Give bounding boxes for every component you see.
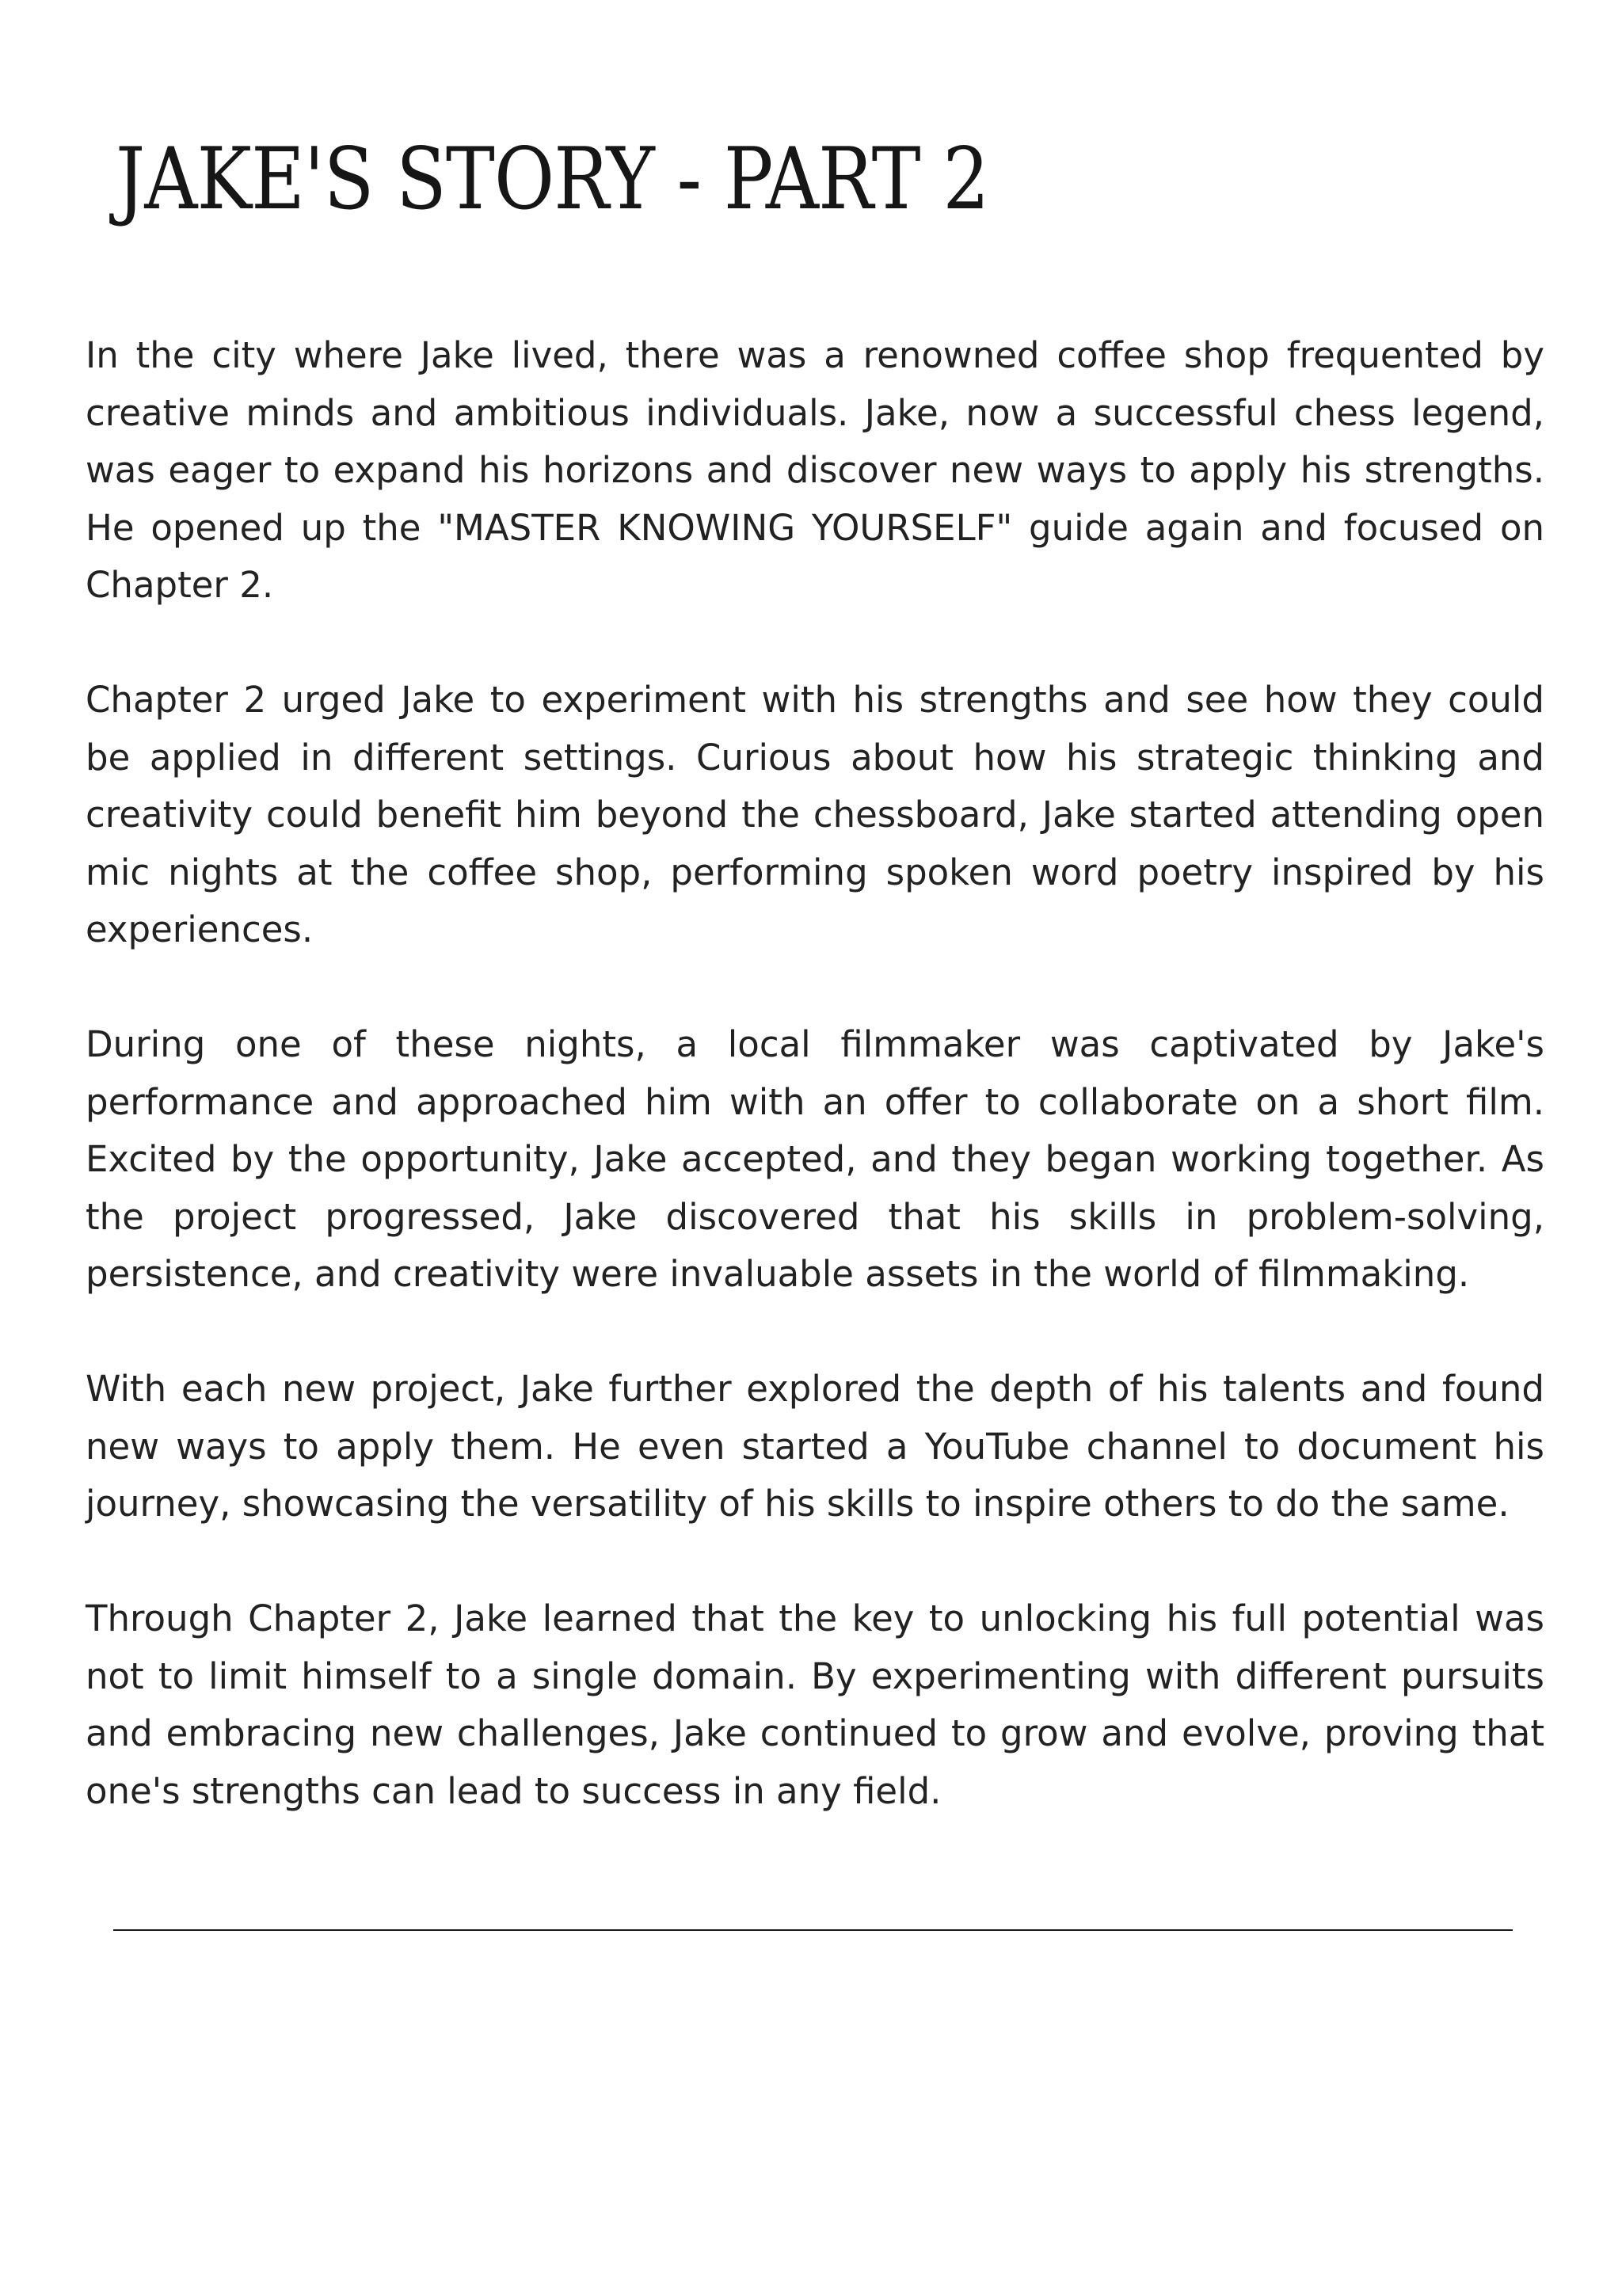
paragraph-3: During one of these nights, a local filmmaker was captivated by Jake's performance and approached him with an offer to collaborate on a short film. Excited by the opportunity, Jake accepted, and they began working together. As the project progressed, Jake discovered that his skills in problem-solving, persistence, and creativity were invaluable assets in the world of filmmaking.: [86, 1023, 1544, 1295]
story-body: [86, 327, 1544, 1820]
paragraph-2: Chapter 2 urged Jake to experiment with his strengths and see how they could be applied in different settings. Curious about how his strategic thinking and creativity could benefit him beyond the chessboard, Jake started attending open mic nights at the coffee shop, performing spoken word poetry inspired by his experiences.: [86, 679, 1544, 950]
paragraph-4: With each new project, Jake further explored the depth of his talents and found new ways to apply them. He even started a YouTube channel to document his journey, showcasing the versatility of his skills to inspire others to do the same.: [86, 1368, 1544, 1525]
horizontal-divider: [113, 1929, 1513, 1931]
paragraph-1: In the city where Jake lived, there was a renowned coffee shop frequented by creative minds and ambitious individuals. Jake, now a successful chess legend, was eager to expand his horizons and discover new ways to apply his strengths. He opened up the "MASTER KNOWING YOURSELF" guide again and focused on Chapter 2.: [86, 334, 1544, 606]
paragraph-5: Through Chapter 2, Jake learned that the key to unlocking his full potential was not to limit himself to a single domain. By experimenting with different pursuits and embracing new challenges, Jake continued to grow and evolve, proving that one's strengths can lead to success in any field.: [86, 1597, 1544, 1812]
page-title: JAKE'S STORY - PART 2: [116, 130, 989, 229]
